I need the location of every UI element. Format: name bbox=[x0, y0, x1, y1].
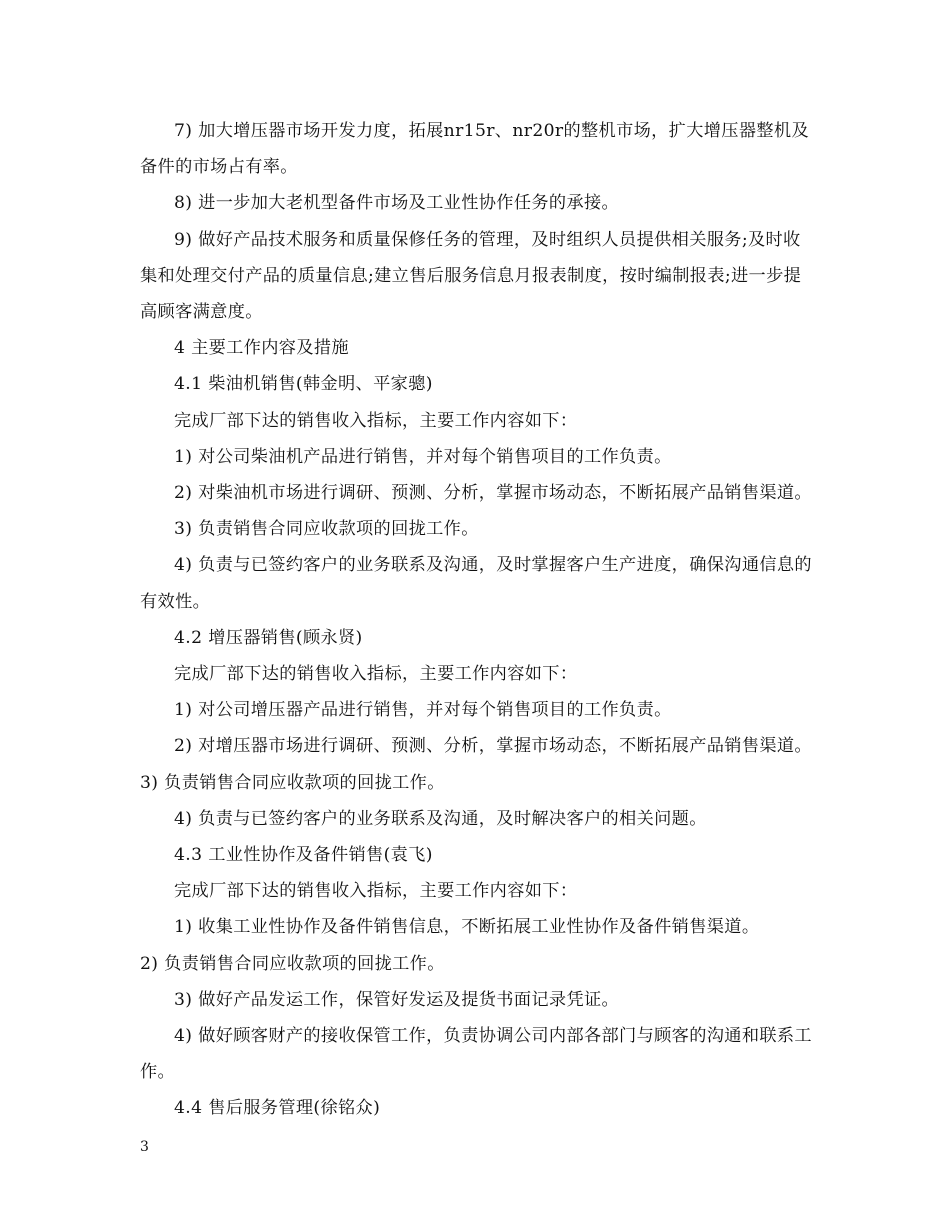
paragraph-4-3-item-3: 3) 做好产品发运工作，保管好发运及提货书面记录凭证。 bbox=[174, 989, 620, 1010]
document-body bbox=[140, 113, 812, 1127]
paragraph-4-3-item-2: 2) 负责销售合同应收款项的回拢工作。 bbox=[140, 953, 445, 974]
page-number: 3 bbox=[140, 1139, 149, 1155]
paragraph-4-1-item-3: 3) 负责销售合同应收款项的回拢工作。 bbox=[174, 519, 479, 540]
paragraph-4-2-item-2-3: 2) 对增压器市场进行调研、预测、分析，掌握市场动态，不断拓展产品销售渠道。 3) 负责销售合同应收款项的回拢工作。 bbox=[140, 736, 812, 793]
paragraph-4-1-item-2: 2) 对柴油机市场进行调研、预测、分析，掌握市场动态，不断拓展产品销售渠道。 bbox=[174, 483, 812, 504]
paragraph-4-3-intro: 完成厂部下达的销售收入指标，主要工作内容如下： bbox=[174, 881, 578, 902]
paragraph-4-3-item-1: 1) 收集工业性协作及备件销售信息，不断拓展工业性协作及备件销售渠道。 bbox=[174, 917, 760, 938]
paragraph-4-2-item-1: 1) 对公司增压器产品进行销售，并对每个销售项目的工作负责。 bbox=[174, 700, 672, 721]
paragraph-9-service-management: 9) 做好产品技术服务和质量保修任务的管理，及时组织人员提供相关服务;及时收集和处理交付产品的质量信息;建立售后服务信息月报表制度，按时编制报表;进一步提高顾客满意度。 bbox=[140, 229, 802, 323]
paragraph-4-1-intro: 完成厂部下达的销售收入指标，主要工作内容如下： bbox=[174, 410, 578, 431]
paragraph-4-2-intro: 完成厂部下达的销售收入指标，主要工作内容如下： bbox=[174, 664, 578, 685]
paragraph-8-spare-parts: 8) 进一步加大老机型备件市场及工业性协作任务的承接。 bbox=[174, 193, 620, 214]
paragraph-4-1-item-4: 4) 负责与已签约客户的业务联系及沟通，及时掌握客户生产进度，确保沟通信息的有效性。 bbox=[140, 555, 812, 612]
paragraph-4-2-item-4: 4) 负责与已签约客户的业务联系及沟通，及时解决客户的相关问题。 bbox=[174, 808, 707, 829]
paragraph-4-3-item-4: 4) 做好顾客财产的接收保管工作，负责协调公司内部各部门与顾客的沟通和联系工作。 bbox=[140, 1026, 812, 1083]
paragraph-7-turbocharger-market: 7) 加大增压器市场开发力度，拓展nr15r、nr20r的整机市场，扩大增压器整机及备件的市场占有率。 bbox=[140, 121, 809, 178]
section-heading-4-4: 4.4 售后服务管理(徐铭众) bbox=[174, 1098, 381, 1119]
paragraph-4-1-item-1: 1) 对公司柴油机产品进行销售，并对每个销售项目的工作负责。 bbox=[174, 446, 672, 467]
section-heading-4-3: 4.3 工业性协作及备件销售(袁飞) bbox=[174, 845, 433, 866]
section-heading-4: 4 主要工作内容及措施 bbox=[174, 338, 349, 359]
section-heading-4-1: 4.1 柴油机销售(韩金明、平家骢) bbox=[174, 374, 433, 395]
section-heading-4-2: 4.2 增压器销售(顾永贤) bbox=[174, 627, 363, 648]
